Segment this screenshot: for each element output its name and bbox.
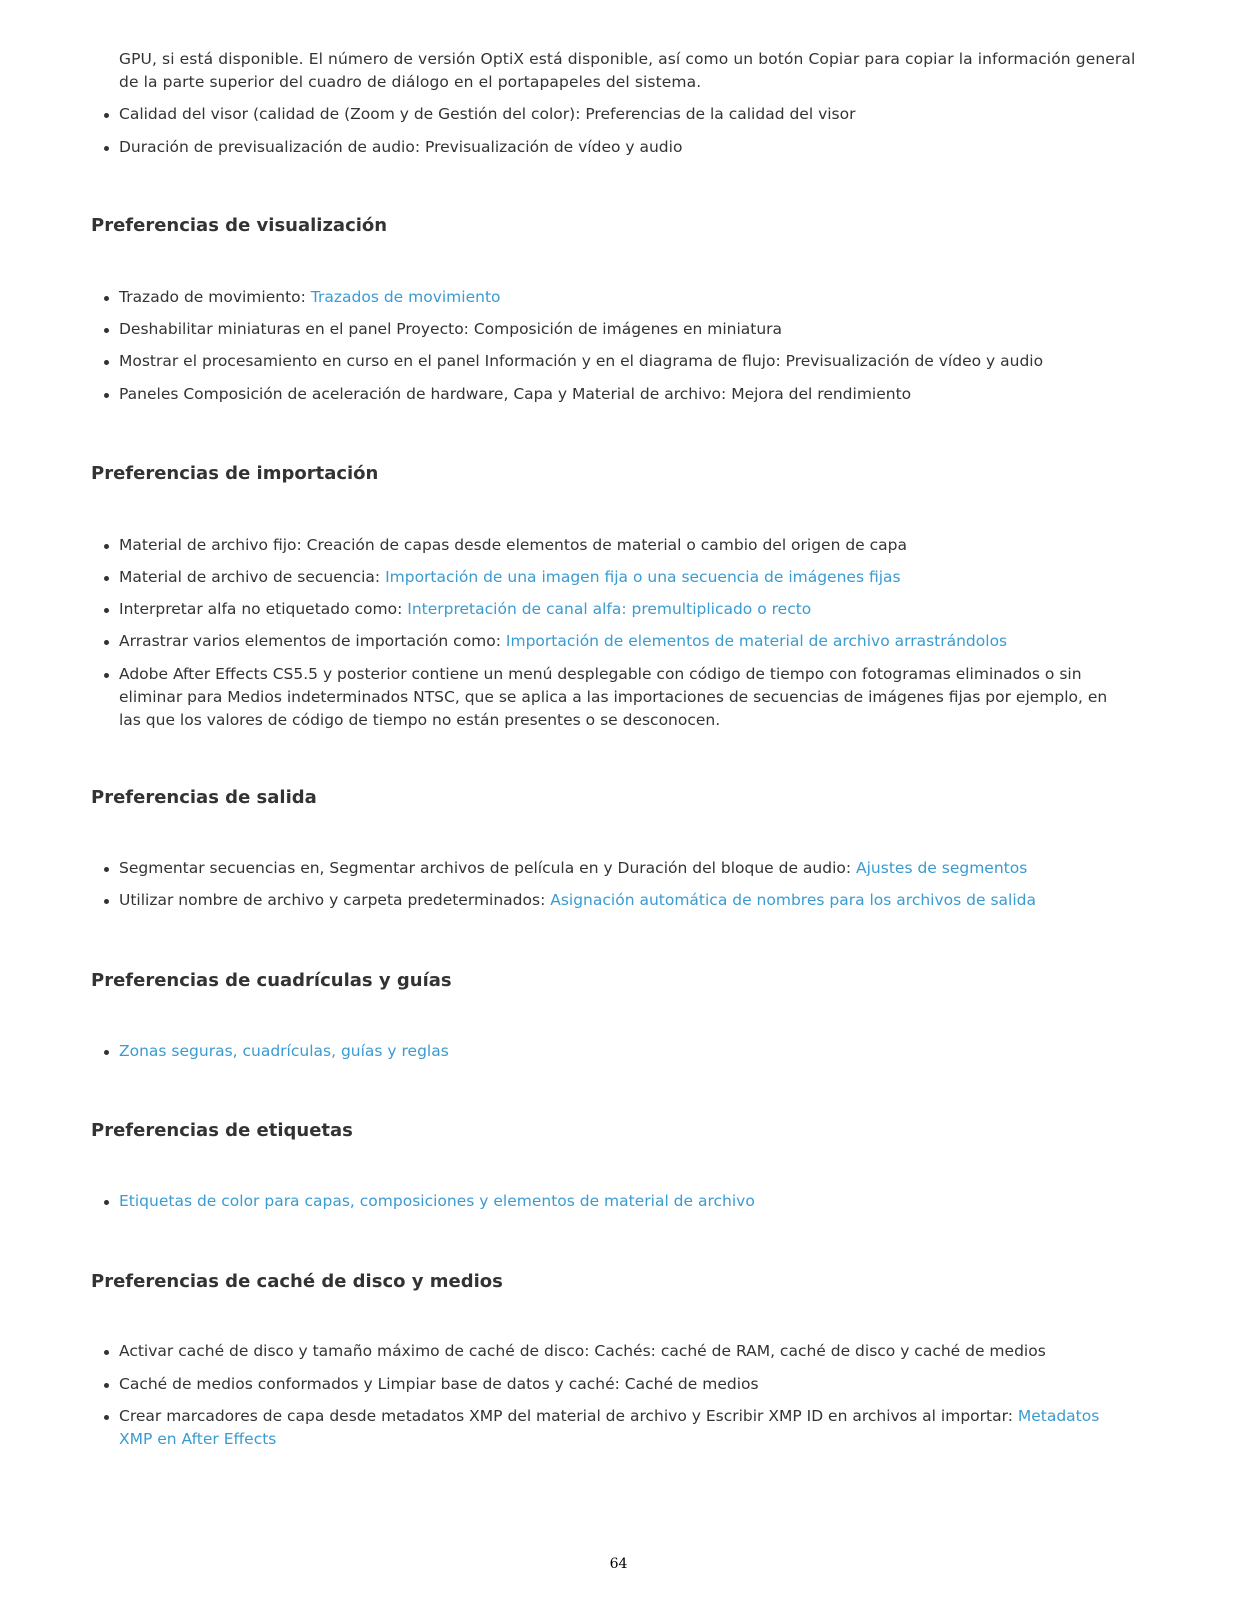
- list-item: [119, 103, 1149, 126]
- list-item: [119, 1190, 1149, 1213]
- section-heading: Preferencias de etiquetas: [91, 1120, 353, 1141]
- list-item: [119, 383, 1149, 406]
- continuation-text: GPU, si está disponible. El número de versión OptiX está disponible, así como un botón Copiar para copiar la información general de la parte superior del cuadro de diálogo en el portapapeles del sistema.: [119, 50, 1136, 91]
- item-link[interactable]: Zonas seguras, cuadrículas, guías y reglas: [119, 1042, 449, 1060]
- section-heading: Preferencias de visualización: [91, 215, 388, 236]
- item-text: Paneles Composición de aceleración de hardware, Capa y Material de archivo: Mejora del rendimiento: [119, 385, 912, 403]
- item-link[interactable]: Asignación automática de nombres para los archivos de salida: [550, 891, 1036, 909]
- list-item: [119, 1405, 1119, 1451]
- section-heading: Preferencias de salida: [91, 787, 317, 808]
- list-item: [119, 630, 1149, 653]
- list-item: [119, 857, 1149, 880]
- item-link[interactable]: Metadatos XMP en After Effects: [119, 1407, 1100, 1448]
- item-text: Utilizar nombre de archivo y carpeta predeterminados:: [119, 891, 551, 909]
- item-link[interactable]: Ajustes de segmentos: [856, 859, 1028, 877]
- item-text: Trazado de movimiento:: [119, 288, 311, 306]
- item-text: Arrastrar varios elementos de importación como:: [119, 632, 506, 650]
- item-text: Deshabilitar miniaturas en el panel Proyecto: Composición de imágenes en miniatura: [119, 320, 783, 338]
- item-text: Calidad del visor (calidad de (Zoom y de Gestión del color): Preferencias de la calidad del visor: [119, 105, 856, 123]
- list-item: [119, 1340, 1149, 1363]
- section-heading: Preferencias de caché de disco y medios: [91, 1271, 503, 1292]
- item-text: Activar caché de disco y tamaño máximo de caché de disco: Cachés: caché de RAM, caché de disco y caché de medios: [119, 1342, 1046, 1360]
- item-text: Interpretar alfa no etiquetado como:: [119, 600, 408, 618]
- list-item: [119, 598, 1149, 621]
- list-item: [119, 286, 1149, 309]
- list-item: [119, 534, 1149, 557]
- item-text: Material de archivo fijo: Creación de capas desde elementos de material o cambio del origen de capa: [119, 536, 907, 554]
- item-text: Crear marcadores de capa desde metadatos XMP del material de archivo y Escribir XMP ID en archivos al importar:: [119, 1407, 1018, 1425]
- item-text: Material de archivo de secuencia:: [119, 568, 386, 586]
- item-text: Caché de medios conformados y Limpiar base de datos y caché: Caché de medios: [119, 1375, 759, 1393]
- item-text: Mostrar el procesamiento en curso en el panel Información y en el diagrama de flujo: Previsualización de vídeo y audio: [119, 352, 1044, 370]
- item-text: Adobe After Effects CS5.5 y posterior contiene un menú desplegable con código de tiempo con fotogramas eliminados o sin eliminar para Medios indeterminados NTSC, que se aplica a las importaciones de secuencias de imágenes fijas por ejemplo, en las que los valores de código de tiempo no están presentes o se desconocen.: [119, 665, 1108, 729]
- item-text: Segmentar secuencias en, Segmentar archivos de película en y Duración del bloque de audio:: [119, 859, 857, 877]
- list-item: [119, 566, 1149, 589]
- list-item: [119, 1040, 1149, 1063]
- section-heading: Preferencias de importación: [91, 463, 379, 484]
- list-item: [119, 1373, 1149, 1396]
- item-link[interactable]: Etiquetas de color para capas, composiciones y elementos de material de archivo: [119, 1192, 755, 1210]
- item-link[interactable]: Interpretación de canal alfa: premultiplicado o recto: [407, 600, 812, 618]
- list-item: [119, 318, 1149, 341]
- list-item: [119, 350, 1149, 373]
- item-link[interactable]: Importación de elementos de material de archivo arrastrándolos: [505, 632, 1008, 650]
- list-item: [119, 663, 1129, 732]
- section-heading: Preferencias de cuadrículas y guías: [91, 970, 452, 991]
- item-link[interactable]: Trazados de movimiento: [310, 288, 501, 306]
- list-item: [119, 889, 1149, 912]
- item-link[interactable]: Importación de una imagen fija o una secuencia de imágenes fijas: [385, 568, 901, 586]
- list-item: [119, 136, 1149, 159]
- item-text: Duración de previsualización de audio: Previsualización de vídeo y audio: [119, 138, 683, 156]
- page-number: 64: [609, 1556, 628, 1572]
